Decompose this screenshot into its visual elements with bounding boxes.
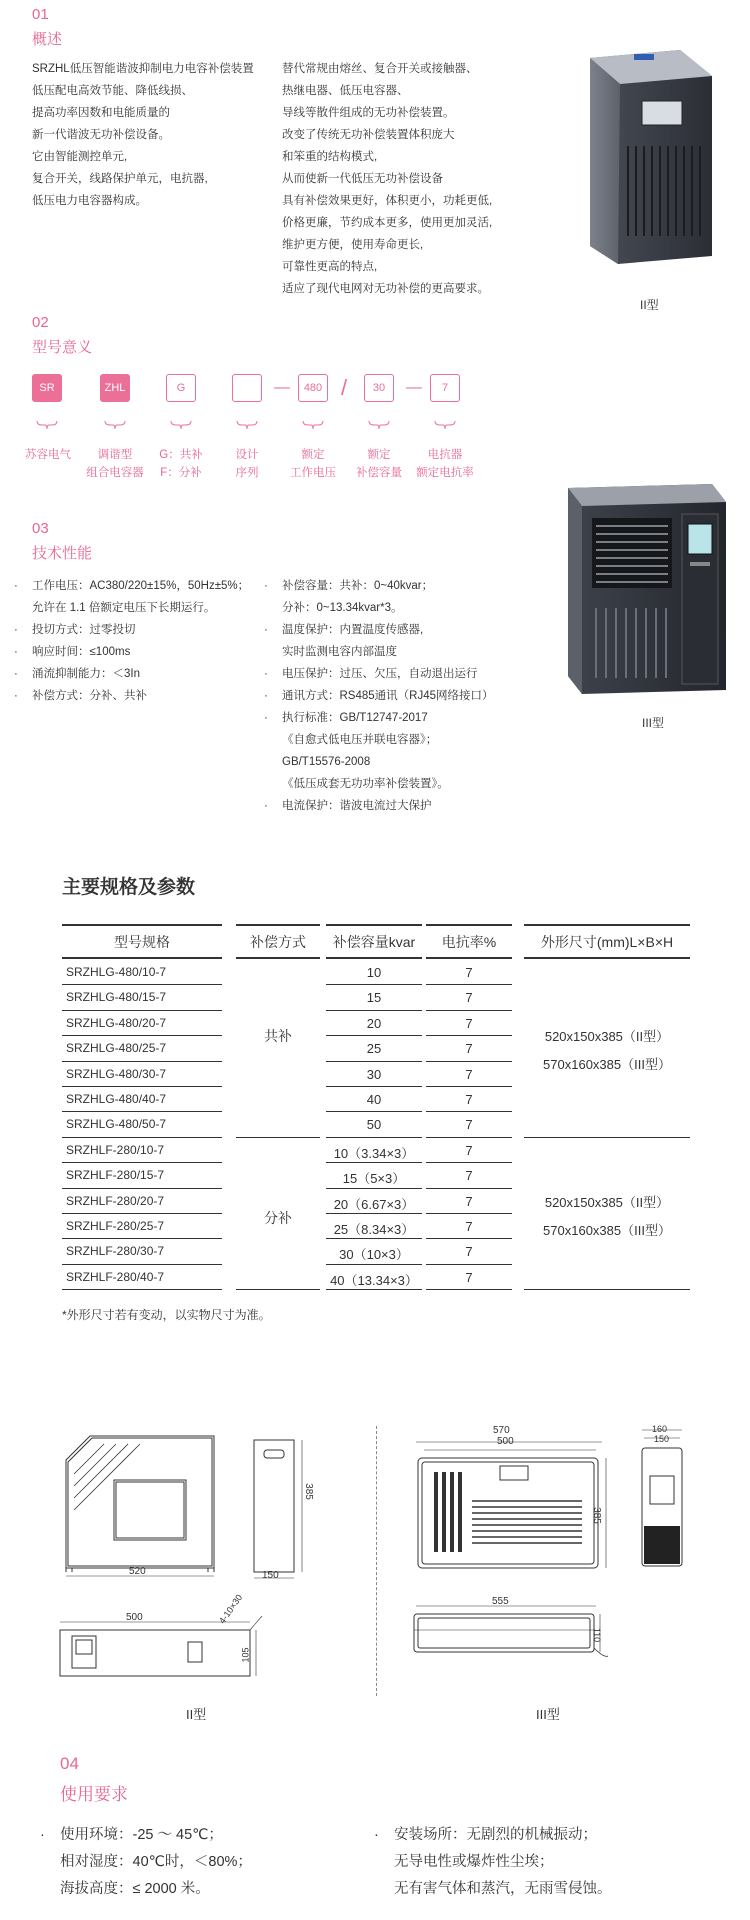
overview-line: 新一代谐波无功补偿设备。 <box>32 129 170 141</box>
table-row-rule <box>62 1188 222 1189</box>
overview-line: 低压电力电容器构成。 <box>32 195 147 207</box>
table-row-rule <box>326 984 422 985</box>
usage-list-right <box>374 1822 612 1903</box>
table-row-model: SRZHLF-280/10-7 <box>66 1142 165 1157</box>
table-row-reactance: 7 <box>465 1269 473 1285</box>
dim-ii-front-width: 520 <box>129 1566 146 1577</box>
bullet-icon: · <box>264 690 268 702</box>
table-row-model: SRZHLG-480/40-7 <box>66 1092 167 1106</box>
performance-item-text: 电压保护：过压、欠压，自动退出运行 <box>282 668 478 680</box>
brace-icon <box>170 420 192 430</box>
dim-iii-side-outer: 160 <box>652 1424 668 1434</box>
dim-iii-bottom-height: 110 <box>592 1627 603 1643</box>
overview-line: 从而使新一代低压无功补偿设备 <box>282 173 443 185</box>
table-row-capacity: 15（5×3） <box>342 1171 406 1187</box>
bullet-icon: · <box>40 1827 45 1843</box>
table-rule <box>236 924 320 926</box>
table-row-rule <box>326 1213 422 1214</box>
table-row-capacity: 40（13.34×3） <box>330 1272 418 1288</box>
table-row-model: SRZHLF-280/20-7 <box>66 1193 165 1208</box>
table-row-rule <box>62 1289 222 1290</box>
bullet-icon: · <box>264 668 268 680</box>
table-row-capacity: 10 <box>366 965 382 980</box>
mode-group-common: 共补 <box>264 1028 292 1044</box>
header-model: 型号规格 <box>114 934 170 950</box>
brace-icon <box>434 420 456 430</box>
table-rule <box>62 924 222 926</box>
code-box-sr: SR <box>32 374 62 402</box>
performance-item <box>14 597 249 619</box>
dim-iii-bottom-width: 555 <box>492 1596 509 1607</box>
code-label-voltage: 额定 工作电压 <box>290 449 336 479</box>
table-row-rule <box>326 1264 422 1265</box>
table-row-rule <box>326 1061 422 1062</box>
code-box-g: G <box>166 374 196 402</box>
product-image-type-iii <box>562 478 732 698</box>
brace-icon <box>236 420 258 430</box>
overview-line: 复合开关，线路保护单元，电抗器, <box>32 173 208 185</box>
table-row-capacity: 50 <box>366 1117 382 1133</box>
performance-item <box>264 751 494 773</box>
overview-line: 低压配电高效节能、降低线损、 <box>32 85 193 97</box>
performance-item-text: 允许在 1.1 倍额定电压下长期运行。 <box>32 602 216 614</box>
drawing-caption-ii: II型 <box>186 1707 207 1722</box>
table-row-rule <box>62 1035 222 1036</box>
specs-title: 主要规格及参数 <box>62 877 196 898</box>
dims-group1-iii: 570x160x385（III型） <box>543 1057 671 1072</box>
section-title-model-meaning: 型号意义 <box>32 339 93 356</box>
dim-ii-top-depth: 105 <box>240 1647 251 1663</box>
table-row-rule <box>426 1188 512 1189</box>
table-row-reactance: 7 <box>465 965 473 980</box>
overview-line: 改变了传统无功补偿装置体积庞大 <box>282 129 455 141</box>
code-label-series: 设计 序列 <box>235 449 259 479</box>
overview-text-right <box>282 58 492 300</box>
table-row-model: SRZHLF-280/30-7 <box>66 1244 165 1259</box>
drawing-iii-side <box>636 1426 696 1572</box>
table-row-rule <box>426 1162 512 1163</box>
performance-item <box>264 685 494 707</box>
specs-note: *外形尺寸若有变动，以实物尺寸为准。 <box>62 1308 271 1322</box>
table-row-rule <box>426 1035 512 1036</box>
code-box-series <box>232 374 262 402</box>
table-row-rule <box>326 1238 422 1239</box>
performance-item-text: 工作电压：AC380/220±15%，50Hz±5%； <box>32 580 250 592</box>
table-row-rule <box>426 1111 512 1112</box>
table-row-rule <box>62 1137 222 1138</box>
usage-item-text: 海拔高度：≤ 2000 米。 <box>60 1881 210 1897</box>
brace-icon <box>368 420 390 430</box>
table-row-rule <box>326 1289 422 1290</box>
caption-type-iii: III型 <box>642 716 665 730</box>
overview-line: SRZHL低压智能谐波抑制电力电容补偿装置 <box>32 63 254 75</box>
performance-item-text: 电流保护：谐波电流过大保护 <box>282 800 432 812</box>
table-row-capacity: 20（6.67×3） <box>333 1196 415 1212</box>
table-row-rule <box>426 1289 512 1290</box>
performance-item-text: 《自愈式低电压并联电容器》； <box>282 734 438 746</box>
drawing-ii-top <box>56 1606 266 1686</box>
table-row-capacity: 25（8.34×3） <box>333 1222 415 1237</box>
performance-item <box>264 707 494 729</box>
dim-ii-top-width: 500 <box>126 1612 143 1623</box>
code-label-g: G：共补 F：分补 <box>159 449 203 479</box>
table-row-rule <box>426 1086 512 1087</box>
bullet-icon: · <box>264 580 268 592</box>
overview-line: 热继电器、低压电容器、 <box>282 85 409 97</box>
dims-group1-ii: 520x150x385（II型） <box>544 1029 670 1044</box>
performance-item <box>264 795 494 817</box>
usage-item-text: 无有害气体和蒸汽，无雨雪侵蚀。 <box>394 1881 612 1897</box>
code-label-reactance: 电抗器 额定电抗率 <box>416 449 474 479</box>
code-box-zhl: ZHL <box>100 374 130 402</box>
usage-item <box>374 1876 612 1903</box>
brace-icon <box>302 420 324 430</box>
performance-item-text: 执行标准：GB/T12747-2017 <box>282 712 428 724</box>
table-row-capacity: 30（10×3） <box>339 1247 409 1263</box>
dims-group2-ii: 520x150x385（II型） <box>544 1195 670 1210</box>
bullet-icon: · <box>264 624 268 636</box>
code-box-30: 30 <box>364 374 394 402</box>
usage-item-text: 相对湿度：40℃时，＜80%； <box>60 1854 252 1870</box>
table-row-reactance: 7 <box>465 1041 473 1057</box>
table-row-reactance: 7 <box>465 1168 473 1184</box>
overview-line: 价格更廉，节约成本更多，使用更加灵活, <box>282 217 493 229</box>
usage-item <box>374 1822 612 1849</box>
bullet-icon: · <box>14 624 18 636</box>
table-row-reactance: 7 <box>465 1219 473 1234</box>
performance-item <box>14 685 249 707</box>
table-group-rule <box>524 1289 690 1290</box>
header-dimensions: 外形尺寸(mm)L×B×H <box>540 934 674 950</box>
dim-iii-height: 385 <box>590 1507 602 1524</box>
table-row-rule <box>426 1010 512 1011</box>
header-reactance: 电抗率% <box>441 934 497 950</box>
code-label-zhl: 调谐型 组合电容器 <box>86 449 144 479</box>
table-row-rule <box>426 1213 512 1214</box>
usage-item <box>40 1876 252 1903</box>
table-row-reactance: 7 <box>465 1066 473 1082</box>
overview-line: 适应了现代电网对无功补偿的更高要求。 <box>282 283 489 295</box>
bullet-icon: · <box>264 800 268 812</box>
drawing-ii-front <box>60 1430 220 1580</box>
performance-item-text: 《低压成套无功功率补偿装置》。 <box>282 778 449 790</box>
section-title-performance: 技术性能 <box>32 545 93 562</box>
table-row-model: SRZHLF-280/15-7 <box>66 1168 165 1183</box>
table-row-rule <box>62 1061 222 1062</box>
code-box-480: 480 <box>298 374 328 402</box>
performance-item-text: GB/T15576-2008 <box>282 756 371 768</box>
table-row-reactance: 7 <box>465 1015 473 1031</box>
performance-item-text: 温度保护：内置温度传感器, <box>282 624 424 636</box>
performance-item-text: 补偿方式：分补、共补 <box>32 690 147 702</box>
table-row-rule <box>62 984 222 985</box>
section-title-usage: 使用要求 <box>60 1785 128 1804</box>
code-separator-dash-1: — <box>274 379 290 396</box>
table-row-capacity: 25 <box>366 1041 382 1057</box>
table-row-capacity: 30 <box>366 1066 382 1082</box>
table-group-rule <box>236 1289 320 1290</box>
performance-list-right <box>264 575 494 817</box>
table-row-rule <box>426 1137 512 1138</box>
table-row-model: SRZHLG-480/25-7 <box>66 1041 167 1056</box>
performance-item-text: 分补：0~13.34kvar*3。 <box>282 602 403 614</box>
usage-item-text: 安装场所：无剧烈的机械振动； <box>394 1827 597 1843</box>
table-rule <box>326 924 422 926</box>
usage-item-text: 无导电性或爆炸性尘埃； <box>394 1854 554 1870</box>
performance-item <box>264 575 494 597</box>
table-row-model: SRZHLF-280/25-7 <box>66 1219 165 1233</box>
table-rule <box>236 957 320 959</box>
table-row-rule <box>62 1111 222 1112</box>
code-box-7: 7 <box>430 374 460 402</box>
table-row-rule <box>62 1238 222 1239</box>
overview-line: 可靠性更高的特点, <box>282 261 378 273</box>
table-rule <box>426 924 512 926</box>
table-row-rule <box>326 1188 422 1189</box>
table-row-rule <box>62 1086 222 1087</box>
table-row-reactance: 7 <box>465 1193 473 1209</box>
table-row-reactance: 7 <box>465 990 473 1006</box>
table-row-rule <box>62 1264 222 1265</box>
usage-item <box>40 1822 252 1849</box>
usage-item <box>374 1849 612 1876</box>
drawing-divider <box>376 1426 377 1696</box>
performance-item-text: 涌流抑制能力：＜3In <box>32 668 140 680</box>
table-row-reactance: 7 <box>465 1092 473 1107</box>
table-row-rule <box>62 1213 222 1214</box>
performance-item-text: 实时监测电容内部温度 <box>282 646 397 658</box>
performance-item-text: 响应时间：≤100ms <box>32 646 131 658</box>
table-group-rule <box>236 1137 320 1138</box>
bullet-icon: · <box>14 580 18 592</box>
performance-item <box>264 619 494 641</box>
table-row-rule <box>426 984 512 985</box>
dim-ii-height: 385 <box>302 1483 314 1500</box>
performance-item-text: 通讯方式：RS485通讯（RJ45网络接口） <box>282 690 494 702</box>
table-row-rule <box>326 1111 422 1112</box>
table-row-rule <box>326 1035 422 1036</box>
brace-icon <box>36 420 58 430</box>
table-row-rule <box>426 1238 512 1239</box>
drawing-ii-side <box>250 1436 310 1582</box>
bullet-icon: · <box>374 1827 379 1843</box>
table-row-capacity: 15 <box>366 990 382 1006</box>
performance-item <box>264 773 494 795</box>
table-row-rule <box>326 1162 422 1163</box>
mode-group-split: 分补 <box>264 1210 292 1226</box>
bullet-icon: · <box>14 646 18 658</box>
overview-line: 导线等散件组成的无功补偿装置。 <box>282 107 455 119</box>
dims-group2-iii: 570x160x385（III型） <box>543 1223 671 1238</box>
table-row-model: SRZHLG-480/50-7 <box>66 1117 167 1132</box>
performance-item-text: 补偿容量：共补：0~40kvar； <box>282 580 434 592</box>
header-capacity: 补偿容量kvar <box>332 934 416 950</box>
section-title-overview: 概述 <box>32 31 63 48</box>
overview-line: 具有补偿效果更好，体积更小，功耗更低, <box>282 195 493 207</box>
performance-item <box>14 619 249 641</box>
bullet-icon: · <box>14 690 18 702</box>
brace-icon <box>104 420 126 430</box>
overview-text-left <box>32 58 254 212</box>
performance-item <box>264 729 494 751</box>
performance-item <box>14 663 249 685</box>
table-row-reactance: 7 <box>465 1142 473 1158</box>
table-row-capacity: 40 <box>366 1092 382 1107</box>
overview-line: 维护更方便，使用寿命更长, <box>282 239 424 251</box>
table-row-model: SRZHLG-480/20-7 <box>66 1015 167 1030</box>
table-row-rule <box>426 1264 512 1265</box>
table-row-capacity: 10（3.34×3） <box>333 1145 415 1161</box>
table-row-model: SRZHLG-480/30-7 <box>66 1066 167 1081</box>
table-row-rule <box>62 1162 222 1163</box>
table-row-model: SRZHLG-480/15-7 <box>66 990 167 1005</box>
performance-item <box>264 663 494 685</box>
usage-item-text: 使用环境：-25 ～ 45℃； <box>60 1827 223 1843</box>
usage-list-left <box>40 1822 252 1903</box>
caption-type-ii: II型 <box>640 298 659 312</box>
dim-ii-holes: 4-10×30 <box>217 1592 245 1626</box>
overview-line: 替代常规由熔丝、复合开关或接触器、 <box>282 63 478 75</box>
table-row-rule <box>326 1010 422 1011</box>
bullet-icon: · <box>264 712 268 724</box>
performance-item <box>264 641 494 663</box>
overview-line: 提高功率因数和电能质量的 <box>32 107 170 119</box>
code-separator-slash: / <box>341 375 348 400</box>
table-rule <box>426 957 512 959</box>
performance-item-text: 投切方式：过零投切 <box>32 624 136 636</box>
table-row-model: SRZHLF-280/40-7 <box>66 1269 165 1284</box>
section-number-01: 01 <box>32 6 49 23</box>
table-row-capacity: 20 <box>366 1015 382 1031</box>
table-rule <box>524 924 690 926</box>
section-number-02: 02 <box>32 314 49 331</box>
overview-line: 它由智能测控单元, <box>32 151 128 163</box>
usage-item <box>40 1849 252 1876</box>
header-mode: 补偿方式 <box>250 934 306 950</box>
performance-item <box>264 597 494 619</box>
table-row-model: SRZHLG-480/10-7 <box>66 965 167 979</box>
performance-list-left <box>14 575 249 707</box>
code-separator-dash-2: — <box>406 379 422 396</box>
dim-iii-outer-width: 570 <box>493 1425 510 1436</box>
table-rule <box>326 957 422 959</box>
bullet-icon: · <box>14 668 18 680</box>
code-label-capacity: 额定 补偿容量 <box>356 449 402 479</box>
performance-item <box>14 641 249 663</box>
product-image-type-ii <box>580 46 720 266</box>
table-row-rule <box>326 1137 422 1138</box>
table-rule <box>62 957 222 959</box>
performance-item <box>14 575 249 597</box>
table-group-rule <box>524 1137 690 1138</box>
overview-line: 和笨重的结构模式, <box>282 151 378 163</box>
dim-ii-side-width: 150 <box>262 1570 279 1581</box>
table-row-rule <box>62 1010 222 1011</box>
table-row-rule <box>426 1061 512 1062</box>
table-row-reactance: 7 <box>465 1244 473 1260</box>
table-rule <box>524 957 690 959</box>
code-label-sr: 苏容电气 <box>25 449 71 461</box>
drawing-caption-iii: III型 <box>536 1707 560 1722</box>
section-number-03: 03 <box>32 520 49 537</box>
dim-iii-side-inner: 150 <box>654 1434 670 1444</box>
dim-iii-inner-width: 500 <box>497 1436 514 1447</box>
drawing-iii-front <box>412 1436 612 1576</box>
section-number-04: 04 <box>60 1754 79 1773</box>
table-row-rule <box>326 1086 422 1087</box>
table-row-reactance: 7 <box>465 1117 473 1133</box>
